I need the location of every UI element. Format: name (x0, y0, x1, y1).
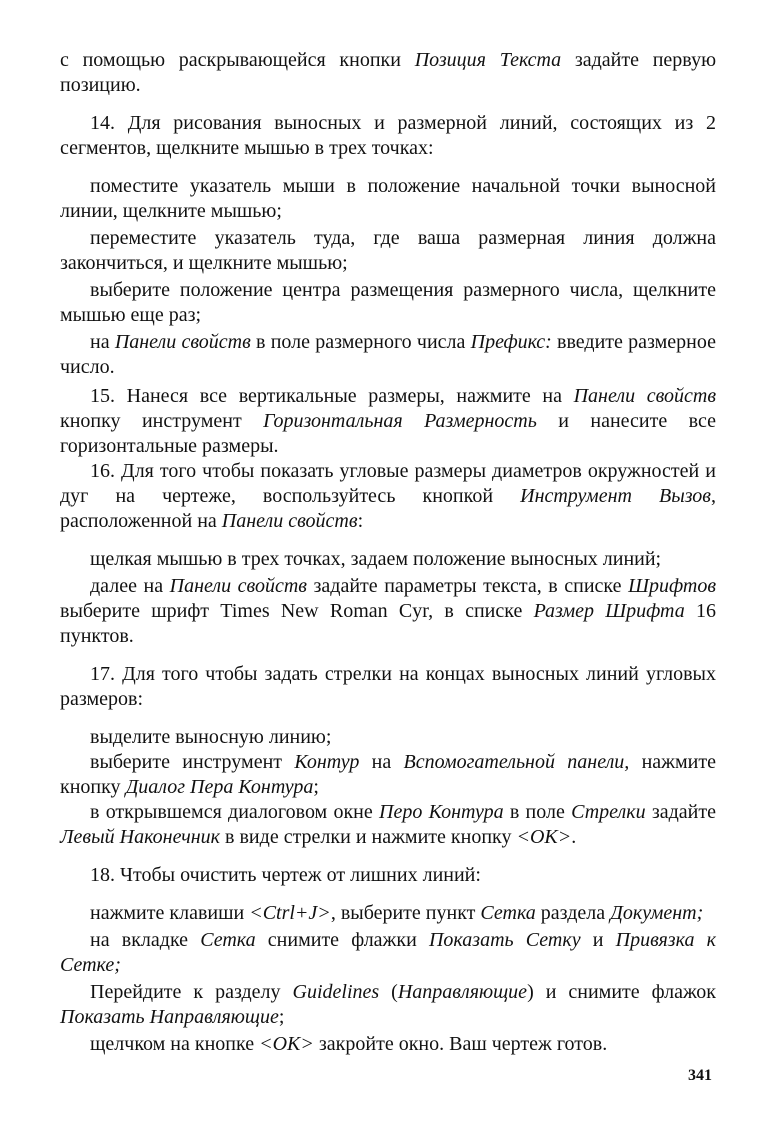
italic-term: Стрелки (571, 801, 646, 823)
page-number: 341 (688, 1067, 712, 1084)
step-14-item: выберите положение центра размещения размерного числа, щелкните мышью еще раз; (60, 279, 716, 326)
italic-term: Панели свойств (169, 575, 307, 597)
step-18: 18. Чтобы очистить чертеж от лишних линий: (90, 864, 481, 886)
step-18-item: на вкладке Сетка снимите флажки Показать Сетку и Привязка к Сетке; (60, 929, 716, 976)
step-14-item: на Панели свойств в поле размерного числа Префикс: введите размерное число. (60, 331, 716, 378)
italic-term: Сетка (480, 902, 536, 924)
step-14: 14. Для рисования выносных и размерной линий, состоящих из 2 сегментов, щелкните мышью в трех точках: (60, 112, 716, 159)
italic-term: Перо Контура (379, 801, 504, 823)
italic-term: Привязка к Сетке; (60, 929, 716, 976)
italic-term: Документ; (610, 902, 704, 924)
italic-term: Диалог Пера Контура (125, 776, 314, 798)
italic-term: Размер Шрифта (533, 600, 685, 622)
italic-term: Префикс: (470, 331, 552, 353)
italic-term: Горизонтальная Размерность (263, 410, 537, 432)
text-paragraph: с помощью раскрывающейся кнопки Позиция Текста задайте первую позицию. (60, 49, 717, 96)
step-14-item: переместите указатель туда, где ваша размерная линия должна закончиться, и щелкните мышью; (60, 227, 716, 274)
italic-term: Позиция Текста (414, 49, 562, 71)
step-17-item: выберите инструмент Контур на Вспомогательной панели, нажмите кнопку Диалог Пера Контура; (60, 751, 716, 798)
step-16-item: щелкая мышью в трех точках, задаем положение выносных линий; (90, 548, 662, 570)
italic-term: Панели свойств (221, 510, 358, 532)
step-14-item: поместите указатель мыши в положение начальной точки выносной линии, щелкните мышью; (60, 175, 716, 222)
step-17-item: в открывшемся диалоговом окне Перо Контура в поле Стрелки задайте Левый Наконечник в виде стрелки и нажмите кнопку <OK>. (60, 801, 717, 848)
italic-term: Шрифтов (628, 575, 716, 597)
italic-term: Панели свойств (114, 331, 251, 353)
italic-term: Левый Наконечник (60, 826, 221, 848)
step-16-item: далее на Панели свойств задайте параметры текста, в списке Шрифтов выберите шрифт Times New Roman Cyr, в списке Размер Шрифта 16 пунктов. (60, 575, 717, 647)
italic-term: Guidelines (292, 981, 380, 1003)
step-15: 15. Нанеся все вертикальные размеры, нажмите на Панели свойств кнопку инструмент Горизонтальная Размерность и нанесите все горизонтальные размеры. (60, 385, 717, 457)
step-16: 16. Для того чтобы показать угловые размеры диаметров окружностей и дуг на чертеже, воспользуйтесь кнопкой Инструмент Вызов, расположенной на Панели свойств: (60, 460, 716, 532)
italic-term: <OK> (259, 1033, 314, 1055)
step-18-item: нажмите клавиши <Ctrl+J>, выберите пункт Сетка раздела Документ; (90, 902, 704, 924)
italic-term: Сетка (200, 929, 256, 951)
italic-term: Показать Сетку (428, 929, 581, 951)
italic-term: Направляющие (397, 981, 528, 1003)
italic-term: Инструмент Вызов (520, 485, 711, 507)
italic-term: Вспомогательной панели, (403, 751, 630, 773)
italic-term: <OK> (516, 826, 572, 848)
italic-term: Контур (294, 751, 360, 773)
step-17-item: выделите выносную линию; (90, 726, 332, 748)
step-18-item: щелчком на кнопке <OK> закройте окно. Ваш чертеж готов. (90, 1033, 608, 1055)
italic-term: Панели свойств (573, 385, 717, 407)
step-18-item: Перейдите к разделу Guidelines (Направляющие) и снимите флажок Показать Направляющие; (60, 981, 717, 1028)
italic-term: Показать Направляющие (60, 1006, 279, 1028)
page-body (60, 48, 716, 1057)
italic-term: <Ctrl+J> (249, 902, 331, 924)
step-17: 17. Для того чтобы задать стрелки на концах выносных линий угловых размеров: (60, 663, 716, 710)
